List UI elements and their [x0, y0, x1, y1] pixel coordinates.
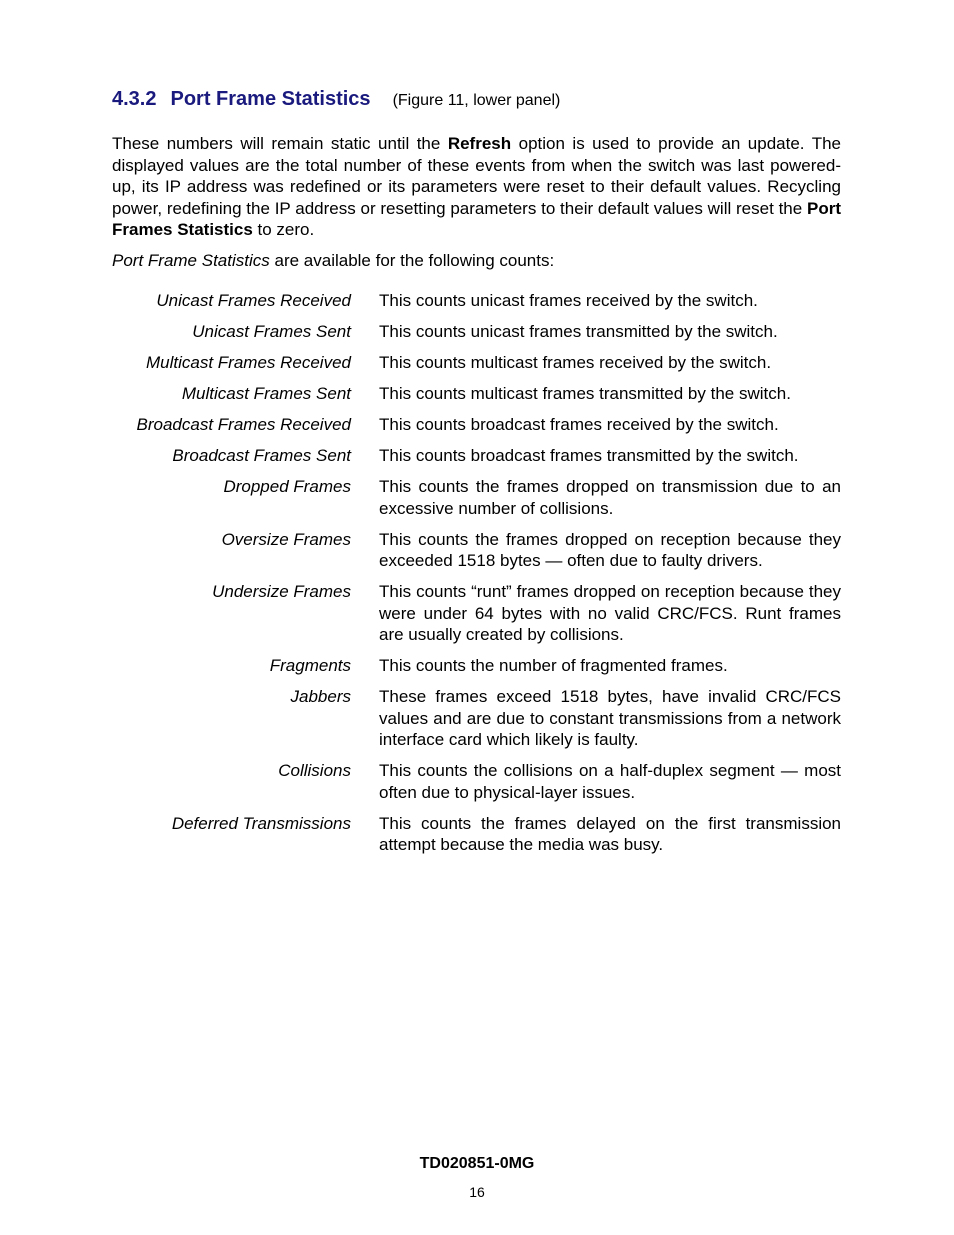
definition-row	[112, 352, 841, 374]
definition-term: Undersize Frames	[212, 582, 351, 601]
definition-desc: This counts broadcast frames received by the switch.	[379, 415, 779, 434]
section-title: Port Frame Statistics	[170, 88, 371, 110]
definition-term: Collisions	[278, 761, 351, 780]
intro-paragraph	[112, 133, 841, 241]
definition-row	[112, 760, 841, 803]
port-frames-statistics-term: Port Frames Statistics	[112, 198, 841, 239]
definition-row	[112, 813, 841, 856]
definition-desc: These frames exceed 1518 bytes, have invalid CRC/FCS values and are due to constant transmissions from a network interface card which likely is faulty.	[379, 687, 841, 749]
definition-desc: This counts the collisions on a half-duplex segment — most often due to physical-layer issues.	[379, 761, 841, 802]
section-heading	[112, 88, 560, 111]
definition-term: Jabbers	[290, 687, 351, 706]
definition-desc: This counts “runt” frames dropped on reception because they were under 64 bytes with no valid CRC/FCS. Runt frames are usually created by collisions.	[379, 582, 841, 644]
definition-term: Multicast Frames Received	[145, 353, 351, 372]
definition-term: Multicast Frames Sent	[181, 384, 351, 403]
footer-document-id: TD020851-0MG	[419, 1155, 535, 1172]
definition-term: Deferred Transmissions	[171, 813, 351, 833]
definition-row	[112, 476, 841, 519]
definition-desc: This counts the frames dropped on reception because they exceeded 1518 bytes — often due to faulty drivers.	[379, 529, 841, 570]
lead-paragraph	[112, 250, 841, 272]
footer-page-number: 16	[469, 1184, 485, 1200]
definition-row	[112, 581, 841, 646]
definition-row	[112, 529, 841, 572]
definition-term: Broadcast Frames Sent	[172, 446, 351, 465]
definition-list	[112, 290, 841, 865]
lead-italic: Port Frame Statistics	[112, 251, 270, 270]
definition-desc: This counts multicast frames transmitted by the switch.	[379, 384, 791, 403]
refresh-term: Refresh	[447, 134, 512, 153]
definition-row	[112, 383, 841, 405]
figure-reference: (Figure 11, lower panel)	[392, 92, 561, 109]
definition-desc: This counts the number of fragmented frames.	[379, 656, 728, 675]
definition-desc: This counts broadcast frames transmitted by the switch.	[379, 446, 799, 465]
intro-text-2: option is used to provide an update. The displayed values are the total number of these events from when the switch was last powered-up, its IP address was redefined or its parameters were reset to their default values. Recycling power, redefining the IP address or resetting parameters to their default values will reset the	[112, 134, 841, 218]
definition-row	[112, 321, 841, 343]
definition-term: Fragments	[269, 656, 351, 675]
definition-row	[112, 445, 841, 467]
definition-term: Dropped Frames	[223, 477, 351, 496]
definition-term: Oversize Frames	[221, 529, 351, 549]
definition-desc: This counts multicast frames received by the switch.	[379, 353, 772, 372]
section-number: 4.3.2	[112, 88, 157, 110]
definition-desc: This counts unicast frames received by the switch.	[379, 291, 758, 310]
definition-desc: This counts unicast frames transmitted by the switch.	[379, 322, 778, 341]
definition-term: Unicast Frames Sent	[192, 322, 351, 341]
definition-row	[112, 686, 841, 751]
definition-row	[112, 290, 841, 312]
definition-term: Broadcast Frames Received	[136, 415, 351, 434]
lead-text: are available for the following counts:	[269, 251, 555, 270]
definition-row	[112, 655, 841, 677]
definition-desc: This counts the frames dropped on transmission due to an excessive number of collisions.	[379, 477, 841, 518]
intro-text-3: to zero.	[252, 220, 315, 239]
definition-term: Unicast Frames Received	[156, 291, 351, 310]
definition-desc: This counts the frames delayed on the first transmission attempt because the media was busy.	[379, 813, 841, 854]
intro-text-1: These numbers will remain static until the	[112, 134, 448, 153]
definition-row	[112, 414, 841, 436]
